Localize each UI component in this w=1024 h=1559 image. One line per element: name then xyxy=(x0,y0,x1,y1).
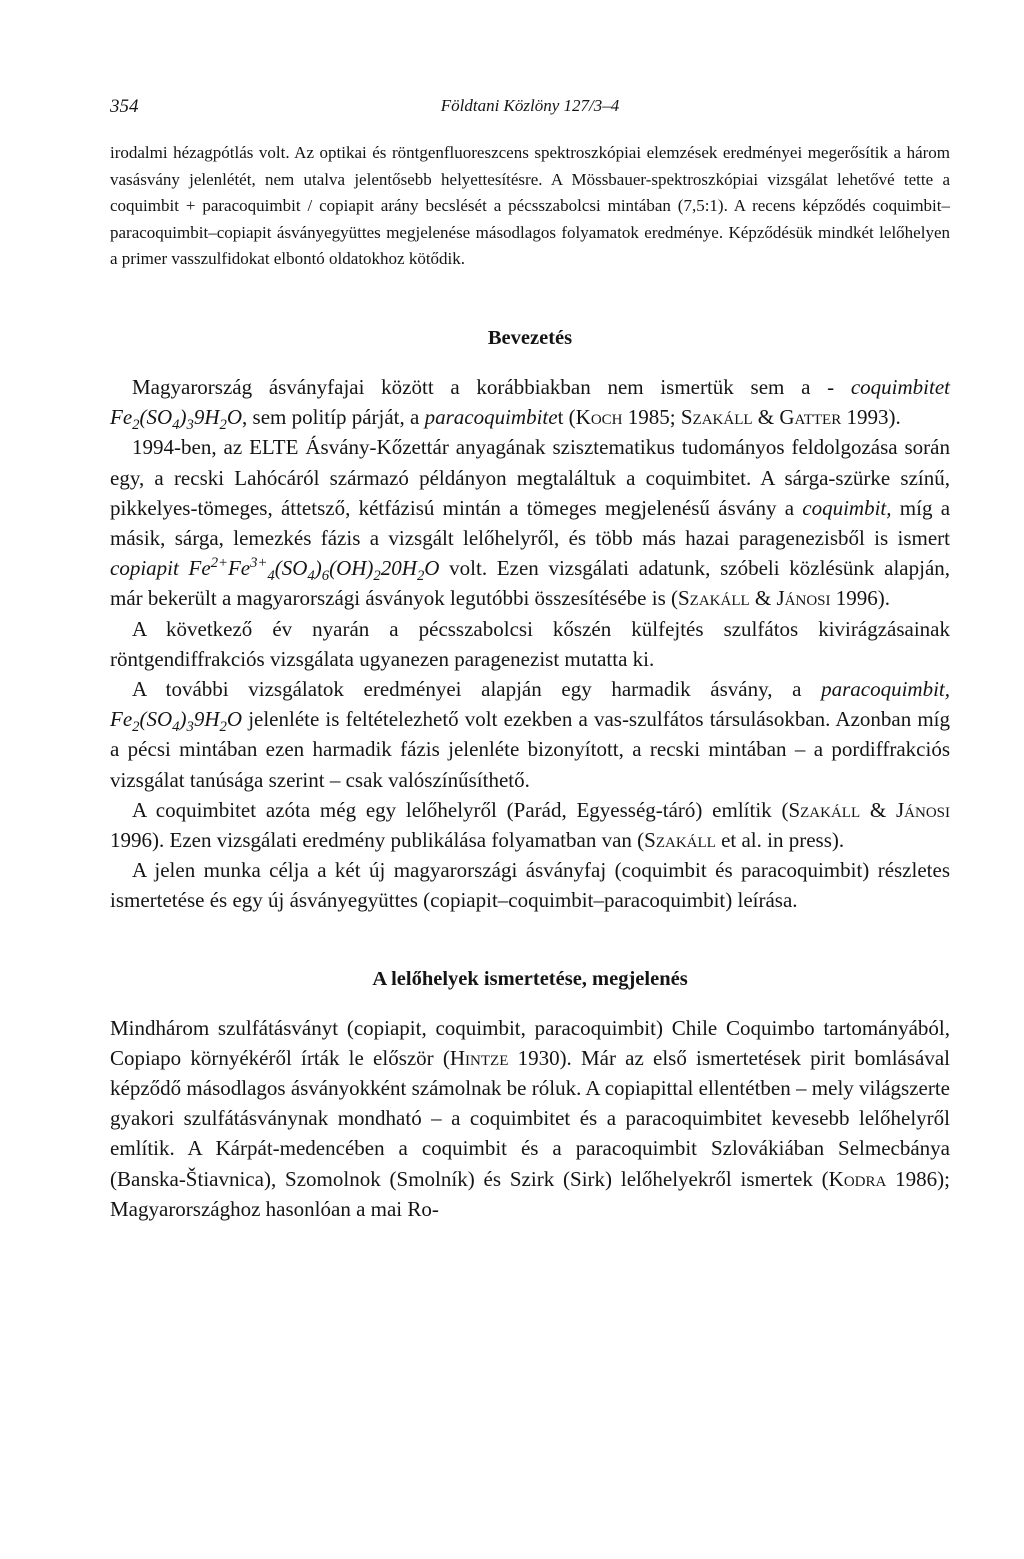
formula-copiapite: $Fe^{2+}Fe^{3+}_4(SO_4)_6(OH)_220H_2O$ xyxy=(188,555,440,585)
intro-paragraph-6: A jelen munka célja a két új magyarországi ásványfaj (coquimbit és paracoquimbit) részletes ismertetése és egy új ásványegyüttes (copiapit–coquimbit–paracoquimbit) leírása. xyxy=(110,858,950,913)
introduction-section xyxy=(110,372,950,916)
running-head xyxy=(110,96,950,126)
journal-title: Földtani Közlöny 127/3–4 xyxy=(440,96,620,115)
intro-paragraph-2: 1994-ben, az ELTE Ásvány-Kőzettár anyagának szisztematikus tudományos feldolgozása során egy, a recski Lahócáról származó példányon megtaláltuk a coquimbitet. A sárga-szürke színű, pikkelyes-tömeges, áttetsző, kétfázisú mintán a tömeges megjelenésű ásvány a coquimbit, míg a másik, sárga, lemezkés fázis a vizsgált lelőhelyről, és több más hazai paragenezisből is ismert copiapit $Fe^{2+}Fe^{3+}_4(SO_4)_6(OH)_220H_2O$ volt. Ezen vizsgálati adatunk, szóbeli közlésünk alapján, már bekerült a magyarországi ásványok legutóbbi összesítésébe is (Szakáll & Jánosi 1996). xyxy=(110,435,951,611)
abstract-paragraph: irodalmi hézagpótlás volt. Az optikai és röntgenfluoreszcens spektroszkópiai elemzések eredményei megerősítik a három vasásvány jelenlétét, nem utalva jelentősebb helyettesítésre. A Mössbauer-spektroszkópiai vizsgálat lehetővé tette a coquimbit + paracoquimbit / copiapit arány becslését a pécsszabolcsi mintában (7,5:1). A recens képződés coquimbit–paracoquimbit–copiapit ásványegyüttes megjelenése másodlagos folyamatok eredménye. Képződésük mindkét lelőhelyen a primer vasszulfidokat elbontó oldatokhoz kötődik. xyxy=(110,143,950,269)
intro-paragraph-4: A további vizsgálatok eredményei alapján egy harmadik ásvány, a paracoquimbit, $Fe_2(SO_4)_39H_2O$ jelenléte is feltételezhető volt ezekben a vas-szulfátos társulásokban. Azonban míg a pécsi mintában ezen harmadik fázis jelenléte bizonyított, a recski mintában – a pordiffrakciós vizsgálat tanúsága szerint – csak valószínűsíthető. xyxy=(110,677,951,792)
section-heading-introduction: Bevezetés xyxy=(487,326,573,349)
journal-page xyxy=(110,96,950,1224)
localities-paragraph-1: Mindhárom szulfátásványt (copiapit, coquimbit, paracoquimbit) Chile Coquimbo tartományából, Copiapo környékéről írták le először (Hintze 1930). Már az első ismertetések pirit bomlásával képződő másodlagos ásványokként számolnak be róluk. A copiapittal ellentétben – mely világszerte gyakori szulfátásványnak mondható – a coquimbitet és a paracoquimbitet kevesebb lelőhelyről említik. A Kárpát-medencében a coquimbit és a paracoquimbit Szlovákiában Selmecbánya (Banska-Štiavnica), Szomolnok (Smolník) és Szirk (Sirk) lelőhelyekről ismertek (Kodra 1986); Magyarországhoz hasonlóan a mai Ro- xyxy=(110,1015,951,1221)
intro-paragraph-1: Magyarország ásványfajai között a korábbiakban nem ismertük sem a - coquimbitet $Fe_2(SO_4)_39H_2O$, sem politíp párját, a paracoquimbitet (Koch 1985; Szakáll & Gatter 1993). xyxy=(110,374,951,434)
localities-section xyxy=(110,1013,950,1224)
formula-paracoquimbite: $Fe_2(SO_4)_39H_2O$ xyxy=(110,707,243,736)
section-heading-localities: A lelőhelyek ismertetése, megjelenés xyxy=(372,967,688,990)
intro-paragraph-3: A következő év nyarán a pécsszabolcsi kőszén külfejtés szulfátos kivirágzásainak röntgendiffrakciós vizsgálata ugyanezen paragenezist mutatta ki. xyxy=(110,616,950,671)
intro-paragraph-5: A coquimbitet azóta még egy lelőhelyről (Parád, Egyesség-táró) említik (Szakáll & Jánosi 1996). Ezen vizsgálati eredmény publikálása folyamatban van (Szakáll et al. in press). xyxy=(110,797,950,853)
formula-coquimbite: $Fe_2(SO_4)_39H_2O$ xyxy=(110,405,243,434)
page-number: 354 xyxy=(110,96,139,117)
abstract-continuation xyxy=(110,140,950,273)
